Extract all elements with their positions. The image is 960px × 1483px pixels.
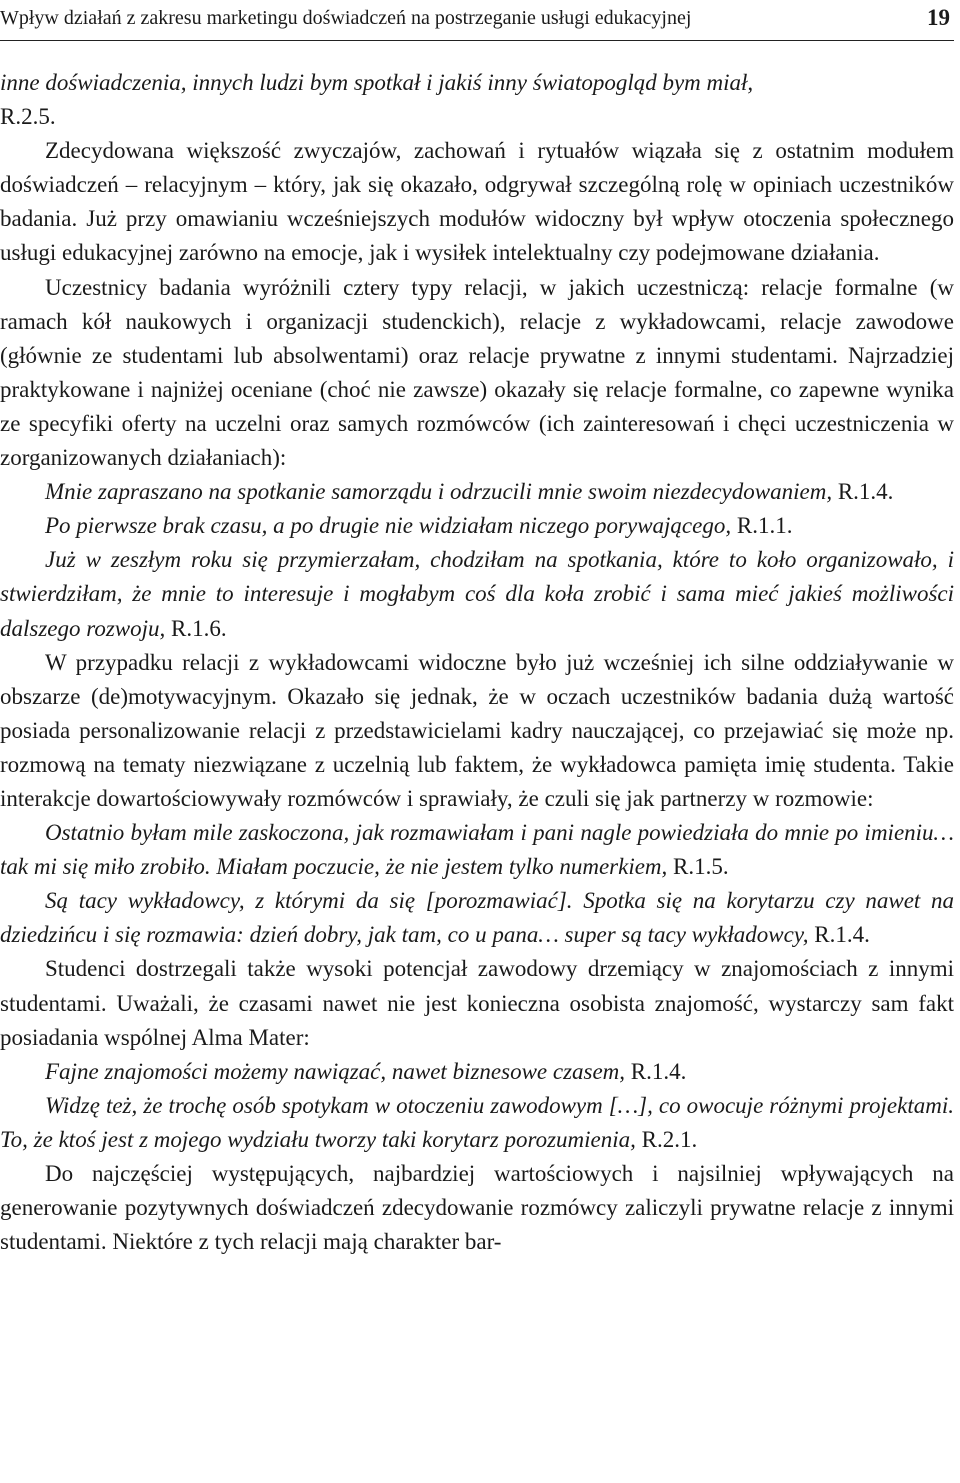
quote-reference: R.1.6. (171, 615, 227, 641)
quote (0, 475, 954, 509)
body-text (0, 66, 954, 1259)
paragraph: W przypadku relacji z wykładowcami widoczne było już wcześniej ich silne oddziaływanie w obszarze (de)motywacyjnym. Okazało się jednak, że w oczach uczestników badania dużą wartość posiada personalizowanie relacji z przedstawicielami kadry nauczającej, co przejawiać się może np. rozmową na tematy niezwiązane z uczelnią lub faktem, że wykładowca pamięta imię studenta. Takie interakcje dowartościowywały rozmówców i sprawiały, że czuli się jak partnerzy w rozmowie: (0, 649, 954, 811)
quote (0, 543, 954, 645)
page-number: 19 (927, 5, 950, 30)
paragraph: Studenci dostrzegali także wysoki potencjał zawodowy drzemiący w znajomościach z innymi studentami. Uważali, że czasami nawet nie jest konieczna osobista znajomość, wystarczy sam fakt posiadania wspólnej Alma Mater: (0, 956, 954, 1050)
paragraph: Do najczęściej występujących, najbardziej wartościowych i najsilniej wpływających na generowanie pozytywnych doświadczeń zdecydowanie rozmówcy zaliczyli prywatne relacje z innymi studentami. Niektóre z tych relacji mają charakter bar- (0, 1161, 954, 1255)
quote-reference: R.1.4. (837, 479, 894, 505)
quote-reference: R.1.1. (736, 513, 793, 539)
quote-text: Widzę też, że trochę osób spotykam w otoczeniu zawodowym […], co owocuje różnymi projektami. To, że ktoś jest z mojego wydziału tworzy taki korytarz porozumienia, (0, 1092, 954, 1152)
quote (0, 1055, 954, 1089)
paragraph: Uczestnicy badania wyróżnili cztery typy relacji, w jakich uczestniczą: relacje formalne (w ramach kół naukowych i organizacji studenckich), relacje z wykładowcami, relacje zawodowe (głównie ze studentami lub absolwentami) oraz relacje prywatne z innymi studentami. Najrzadziej praktykowane i najniżej oceniane (choć nie zawsze) okazały się relacje formalne, co zapewne wynika ze specyfiki oferty na uczelni oraz samych rozmówców (ich zainteresowań i chęci uczestniczenia w zorganizowanych działaniach): (0, 274, 954, 471)
paragraph: Zdecydowana większość zwyczajów, zachowań i rytuałów wiązała się z ostatnim modułem doświadczeń – relacyjnym – który, jak się okazało, odgrywał szczególną rolę w opiniach uczestników badania. Już przy omawianiu wcześniejszych modułów widoczny był wpływ otoczenia społecznego usługi edukacyjnej zarówno na emocje, jak i wysiłek intelektualny czy podejmowane działania. (0, 138, 954, 266)
quote (0, 509, 954, 543)
quote-reference: R.2.5. (0, 104, 56, 130)
running-title: Wpływ działań z zakresu marketingu doświadczeń na postrzeganie usługi edukacyjnej (0, 7, 692, 29)
quote-text: inne doświadczenia, innych ludzi bym spotkał i jakiś inny światopogląd bym miał, (0, 70, 754, 95)
quote-text: Po pierwsze brak czasu, a po drugie nie widziałam niczego porywającego, (45, 513, 732, 539)
quote-reference: R.2.1. (641, 1126, 698, 1152)
running-header (0, 0, 954, 41)
quote-reference: R.1.4. (814, 922, 870, 948)
quote-continuation (0, 66, 954, 134)
quote (0, 1089, 954, 1157)
quote-text: Fajne znajomości możemy nawiązać, nawet biznesowe czasem, (45, 1058, 626, 1084)
quote-reference: R.1.4. (630, 1058, 687, 1084)
quote (0, 816, 954, 884)
quote-reference: R.1.5. (673, 854, 729, 880)
quote-text: Mnie zapraszano na spotkanie samorządu i odrzucili mnie swoim niezdecydowaniem, (45, 479, 833, 505)
quote-text: Ostatnio byłam mile zaskoczona, jak rozmawiałam i pani nagle powiedziała do mnie po imieniu… tak mi się miło zrobiło. Miałam poczucie, że nie jestem tylko numerkiem, (0, 820, 954, 880)
quote-text: Są tacy wykładowcy, z którymi da się [porozmawiać]. Spotka się na korytarzu czy nawet na dziedzińcu i się rozmawia: dzień dobry, jak tam, co u pana… super są tacy wykładowcy, (0, 888, 954, 948)
quote-text: Już w zeszłym roku się przymierzałam, chodziłam na spotkania, które to koło organizowało, i stwierdziłam, że mnie to interesuje i mogłabym coś dla koła zrobić i sama mieć jakieś możliwości dalszego rozwoju, (0, 547, 954, 641)
quote (0, 884, 954, 952)
